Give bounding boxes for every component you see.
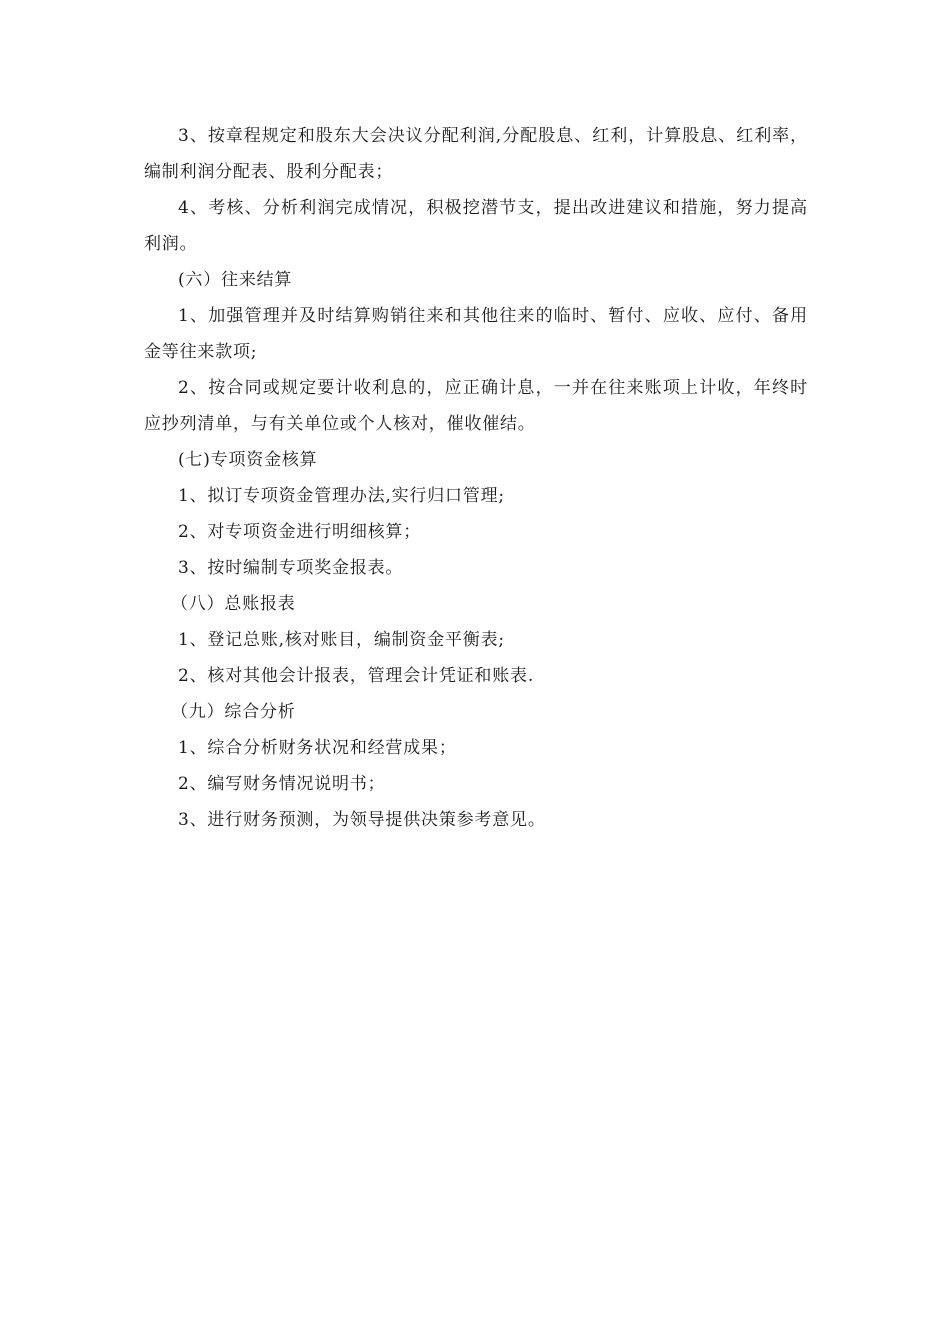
document-body [144,118,808,838]
paragraph-profit-distribution: 3、按章程规定和股东大会决议分配利润,分配股息、红利，计算股息、红利率，编制利润分配表、股利分配表； [144,126,808,182]
section-heading-comprehensive-analysis: （九）综合分析 [171,702,296,722]
list-item: 2、核对其他会计报表，管理会计凭证和账表. [178,666,535,686]
list-item: 3、按时编制专项奖金报表。 [178,558,404,578]
list-item: 1、拟订专项资金管理办法,实行归口管理; [178,486,505,506]
section-heading-accounts-settlement: (六）往来结算 [178,270,293,290]
section-heading-special-funds: (七)专项资金核算 [178,450,318,470]
paragraph-settlement-management: 1、加强管理并及时结算购销往来和其他往来的临时、暂付、应收、应付、备用金等往来款项; [144,306,808,362]
list-item: 1、综合分析财务状况和经营成果； [178,738,457,758]
list-item: 2、对专项资金进行明细核算； [178,522,422,542]
list-item: 3、进行财务预测，为领导提供决策参考意见。 [178,810,546,830]
list-item: 2、编写财务情况说明书； [178,774,386,794]
list-item: 1、登记总账,核对账目，编制资金平衡表; [178,630,505,650]
section-heading-general-ledger: （八）总账报表 [171,594,296,614]
paragraph-interest-collection: 2、按合同或规定要计收利息的，应正确计息，一并在往来账项上计收，年终时应抄列清单，与有关单位或个人核对，催收催结。 [144,378,808,434]
paragraph-profit-assessment: 4、考核、分析利润完成情况，积极挖潜节支，提出改进建议和措施，努力提高利润。 [144,198,808,254]
